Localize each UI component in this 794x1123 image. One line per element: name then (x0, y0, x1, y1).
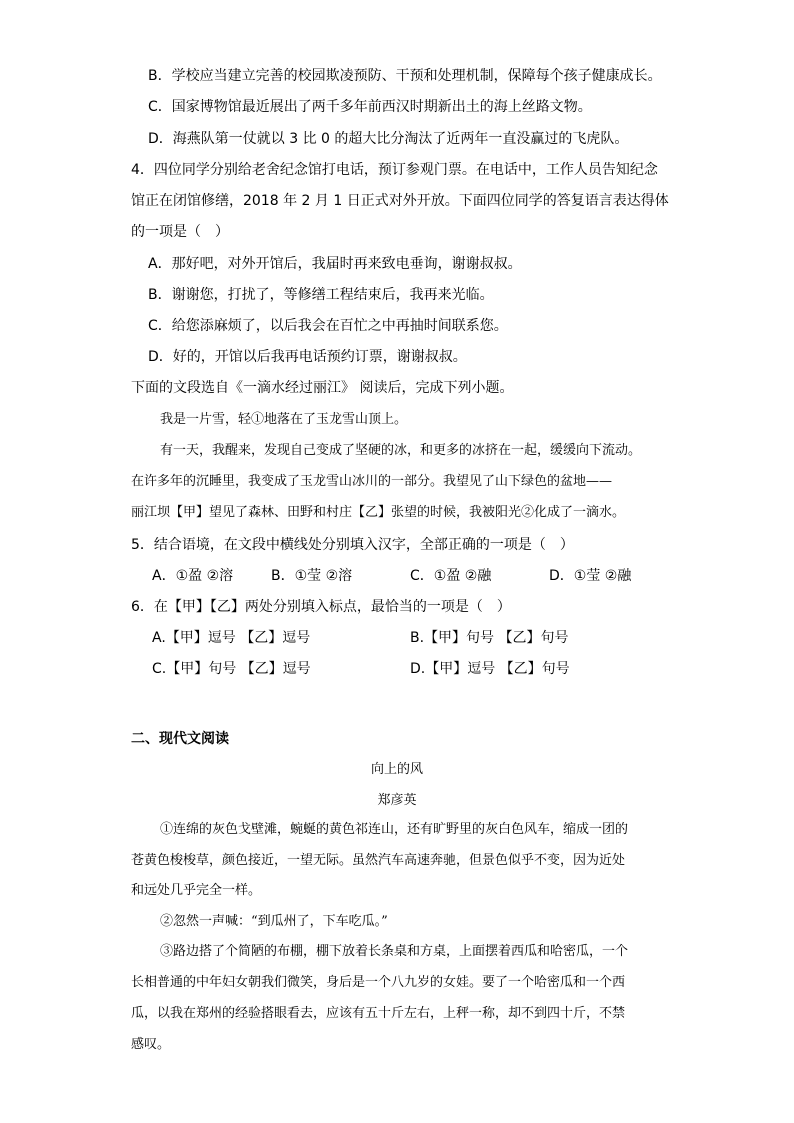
q3-option-b: B．学校应当建立完善的校园欺凌预防、干预和处理机制，保障每个孩子健康成长。 (148, 68, 662, 84)
q3-option-c: C．国家博物馆最近展出了两千多年前西汉时期新出土的海上丝路文物。 (148, 99, 592, 115)
q6-option-b: B.【甲】句号 【乙】句号 (410, 630, 569, 646)
article-line-8: 感叹。 (131, 1037, 171, 1052)
article-line-6: 长相普通的中年妇女朝我们微笑，身后是一个八九岁的女娃。要了一个哈密瓜和一个西 (131, 975, 626, 990)
q4-option-c: C．给您添麻烦了，以后我会在百忙之中再抽时间联系您。 (148, 318, 508, 334)
passage-line-4: 丽江坝【甲】望见了森林、田野和村庄【乙】张望的时候，我被阳光②化成了一滴水。 (131, 505, 626, 520)
q6-option-c: C.【甲】句号 【乙】逗号 (152, 661, 311, 677)
article-line-2: 苍黄色梭梭草，颜色接近，一望无际。虽然汽车高速奔驰，但景色似乎不变，因为近处 (131, 853, 626, 868)
q5-option-a: A．①盈 ②溶 (152, 568, 234, 584)
q5-stem: 5．结合语境，在文段中横线处分别填入汉字，全部正确的一项是（ ） (131, 537, 574, 553)
q4-stem-line-2: 馆正在闭馆修缮，2018 年 2 月 1 日正式对外开放。下面四位同学的答复语言表达得体 (131, 193, 669, 209)
article-line-1: ①连绵的灰色戈壁滩，蜿蜒的黄色祁连山，还有旷野里的灰白色风车，缩成一团的 (160, 822, 629, 837)
q4-stem-line-3: 的一项是（ ） (131, 224, 229, 240)
q5-option-c: C．①盈 ②融 (410, 568, 492, 584)
passage-intro: 下面的文段选自《一滴水经过丽江》 阅读后，完成下列小题。 (131, 380, 514, 396)
article-author: 郑彦英 (377, 793, 417, 808)
article-line-4: ②忽然一声喊：“到瓜州了，下车吃瓜。” (160, 914, 388, 929)
passage-line-3: 在许多年的沉睡里，我变成了玉龙雪山冰川的一部分。我望见了山下绿色的盆地—— (131, 474, 613, 489)
q4-option-b: B．谢谢您，打扰了，等修缮工程结束后，我再来光临。 (148, 287, 494, 303)
passage-line-2: 有一天，我醒来，发现自己变成了坚硬的冰，和更多的冰挤在一起，缓缓向下流动。 (160, 443, 642, 458)
q4-stem-line-1: 4．四位同学分别给老舍纪念馆打电话，预订参观门票。在电话中，工作人员告知纪念 (131, 162, 658, 178)
q6-option-d: D.【甲】逗号 【乙】句号 (410, 661, 570, 677)
article-line-5: ③路边搭了个简陋的布棚，棚下放着长条桌和方桌，上面摆着西瓜和哈密瓜，一个 (160, 944, 629, 959)
section-heading: 二、现代文阅读 (131, 731, 229, 747)
article-line-7: 瓜，以我在郑州的经验搭眼看去，应该有五十斤左右，上秤一称，却不到四十斤，不禁 (131, 1006, 626, 1021)
q4-option-a: A．那好吧，对外开馆后，我届时再来致电垂询，谢谢叔叔。 (148, 256, 522, 272)
article-title: 向上的风 (370, 762, 423, 777)
q6-option-a: A.【甲】逗号 【乙】逗号 (152, 630, 311, 646)
article-line-3: 和远处几乎完全一样。 (131, 883, 262, 898)
q3-option-d: D．海燕队第一仗就以 3 比 0 的超大比分淘汰了近两年一直没赢过的飞虎队。 (148, 131, 629, 147)
passage-line-1: 我是一片雪，轻①地落在了玉龙雪山顶上。 (160, 412, 408, 427)
q5-option-d: D．①莹 ②融 (549, 568, 632, 584)
q5-option-b: B．①莹 ②溶 (271, 568, 353, 584)
q4-option-d: D．好的，开馆以后我再电话预约订票，谢谢叔叔。 (148, 349, 467, 365)
q6-stem: 6．在【甲】【乙】两处分别填入标点，最恰当的一项是（ ） (131, 599, 511, 615)
